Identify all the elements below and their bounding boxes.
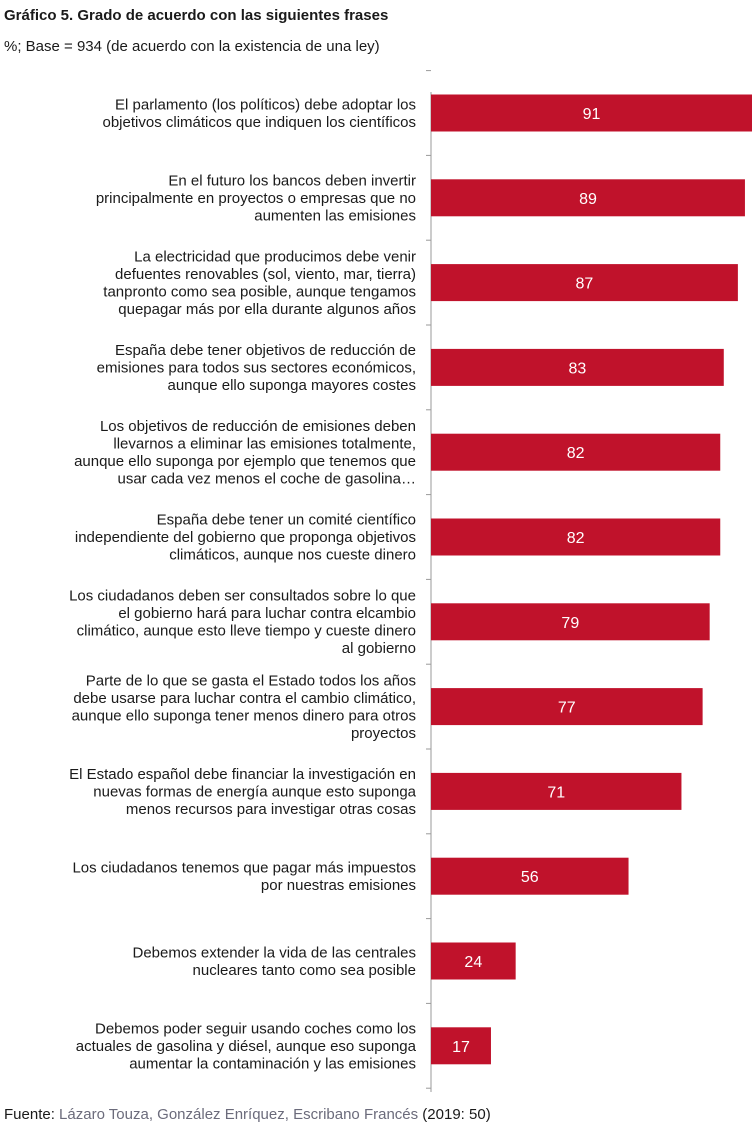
category-label-line: al gobierno (341, 640, 416, 658)
data-label: 56 (520, 869, 539, 887)
category-label (97, 342, 416, 394)
category-label (74, 418, 416, 488)
category-label-line: el gobierno hará para luchar contra elcambio (118, 605, 416, 623)
category-label-line: Debemos poder seguir usando coches como los (94, 1020, 416, 1038)
category-label (72, 859, 416, 894)
data-label: 71 (547, 784, 566, 802)
category-label (103, 96, 417, 131)
category-label-line: independiente del gobierno que proponga objetivos (74, 529, 416, 546)
category-label-line: aunque ello suponga por ejemplo que tenemos que (74, 452, 416, 470)
category-label (72, 672, 416, 742)
category-label-line: usar cada vez menos el coche de gasolina… (117, 470, 416, 488)
category-label-line: climático, aunque esto lleve tiempo y cueste dinero (76, 622, 416, 640)
source-authors: Lázaro Touza, González Enríquez, Escribano Francés (59, 1106, 419, 1123)
category-label-line: aunque ello suponga mayores costes (167, 376, 416, 394)
category-label-line: nucleares tanto como sea posible (192, 961, 416, 979)
category-label-line: Los objetivos de reducción de emisiones deben (99, 417, 416, 435)
category-label-line: nuevas formas de energía aunque esto suponga (93, 783, 416, 801)
category-label-line: llevarnos a eliminar las emisiones totalmente, (113, 435, 416, 453)
category-label (75, 512, 416, 564)
source-note (4, 1106, 491, 1123)
data-label: 82 (566, 530, 585, 547)
data-label: 79 (561, 614, 580, 632)
category-label-line: climáticos, aunque nos cueste dinero (169, 546, 416, 564)
data-label: 77 (557, 699, 576, 717)
category-label-line: Parte de lo que se gasta el Estado todos los años (85, 672, 416, 690)
category-label-line: debe usarse para luchar contra el cambio climático, (73, 689, 416, 707)
category-label-line: proyectos (350, 724, 416, 742)
category-label-line: defuentes renovables (sol, viento, mar, tierra) (115, 265, 416, 283)
category-label-line: aumentar la contaminación y las emisiones (129, 1055, 416, 1073)
category-label-line: España debe tener un comité científico (156, 511, 416, 529)
category-label (133, 944, 417, 979)
category-label-line: objetivos climáticos que indiquen los científicos (102, 113, 416, 131)
category-label (76, 1020, 417, 1072)
category-label-line: aunque ello suponga tener menos dinero para otros (71, 707, 416, 725)
category-label (69, 588, 416, 658)
category-label-line: quepagar más por ella durante algunos años (118, 300, 416, 318)
category-label-line: emisiones para todos sus sectores económicos, (96, 359, 416, 377)
category-label-line: principalmente en proyectos o empresas que no (95, 189, 416, 207)
category-label-line: España debe tener objetivos de reducción de (114, 341, 416, 359)
chart-subtitle: %; Base = 934 (de acuerdo con la existencia de una ley) (4, 38, 380, 55)
data-label: 82 (566, 445, 585, 463)
category-label-line: actuales de gasolina y diésel, aunque eso suponga (75, 1037, 416, 1055)
data-label: 17 (452, 1038, 470, 1056)
source-prefix: Fuente: (4, 1106, 60, 1123)
category-label (96, 172, 416, 224)
category-label-line: El parlamento (los políticos) debe adoptar los (115, 96, 416, 114)
data-label: 87 (575, 275, 594, 293)
category-label-line: El Estado español debe financiar la investigación en (69, 765, 416, 783)
category-label-line: En el futuro los bancos deben invertir (168, 172, 416, 190)
category-label-line: menos recursos para investigar otras cosas (125, 800, 416, 818)
category-label-line: Debemos extender la vida de las centrales (132, 944, 416, 962)
data-label: 89 (579, 190, 597, 208)
data-label: 24 (464, 954, 483, 971)
category-label-line: Los ciudadanos tenemos que pagar más impuestos (72, 859, 416, 877)
category-label-line: tanpronto como sea posible, aunque tengamos (103, 283, 416, 301)
category-label-line: aumenten las emisiones (254, 207, 416, 225)
source-suffix: (2019: 50) (418, 1106, 491, 1123)
data-label: 91 (582, 106, 601, 123)
data-label: 83 (568, 360, 587, 378)
category-label-line: Los ciudadanos deben ser consultados sobre lo que (69, 587, 416, 605)
category-label (103, 248, 416, 318)
chart-title: Gráfico 5. Grado de acuerdo con las siguientes frases (4, 7, 389, 24)
category-label (69, 766, 417, 818)
category-label-line: por nuestras emisiones (260, 876, 416, 894)
category-label-line: La electricidad que producimos debe venir (134, 248, 416, 266)
